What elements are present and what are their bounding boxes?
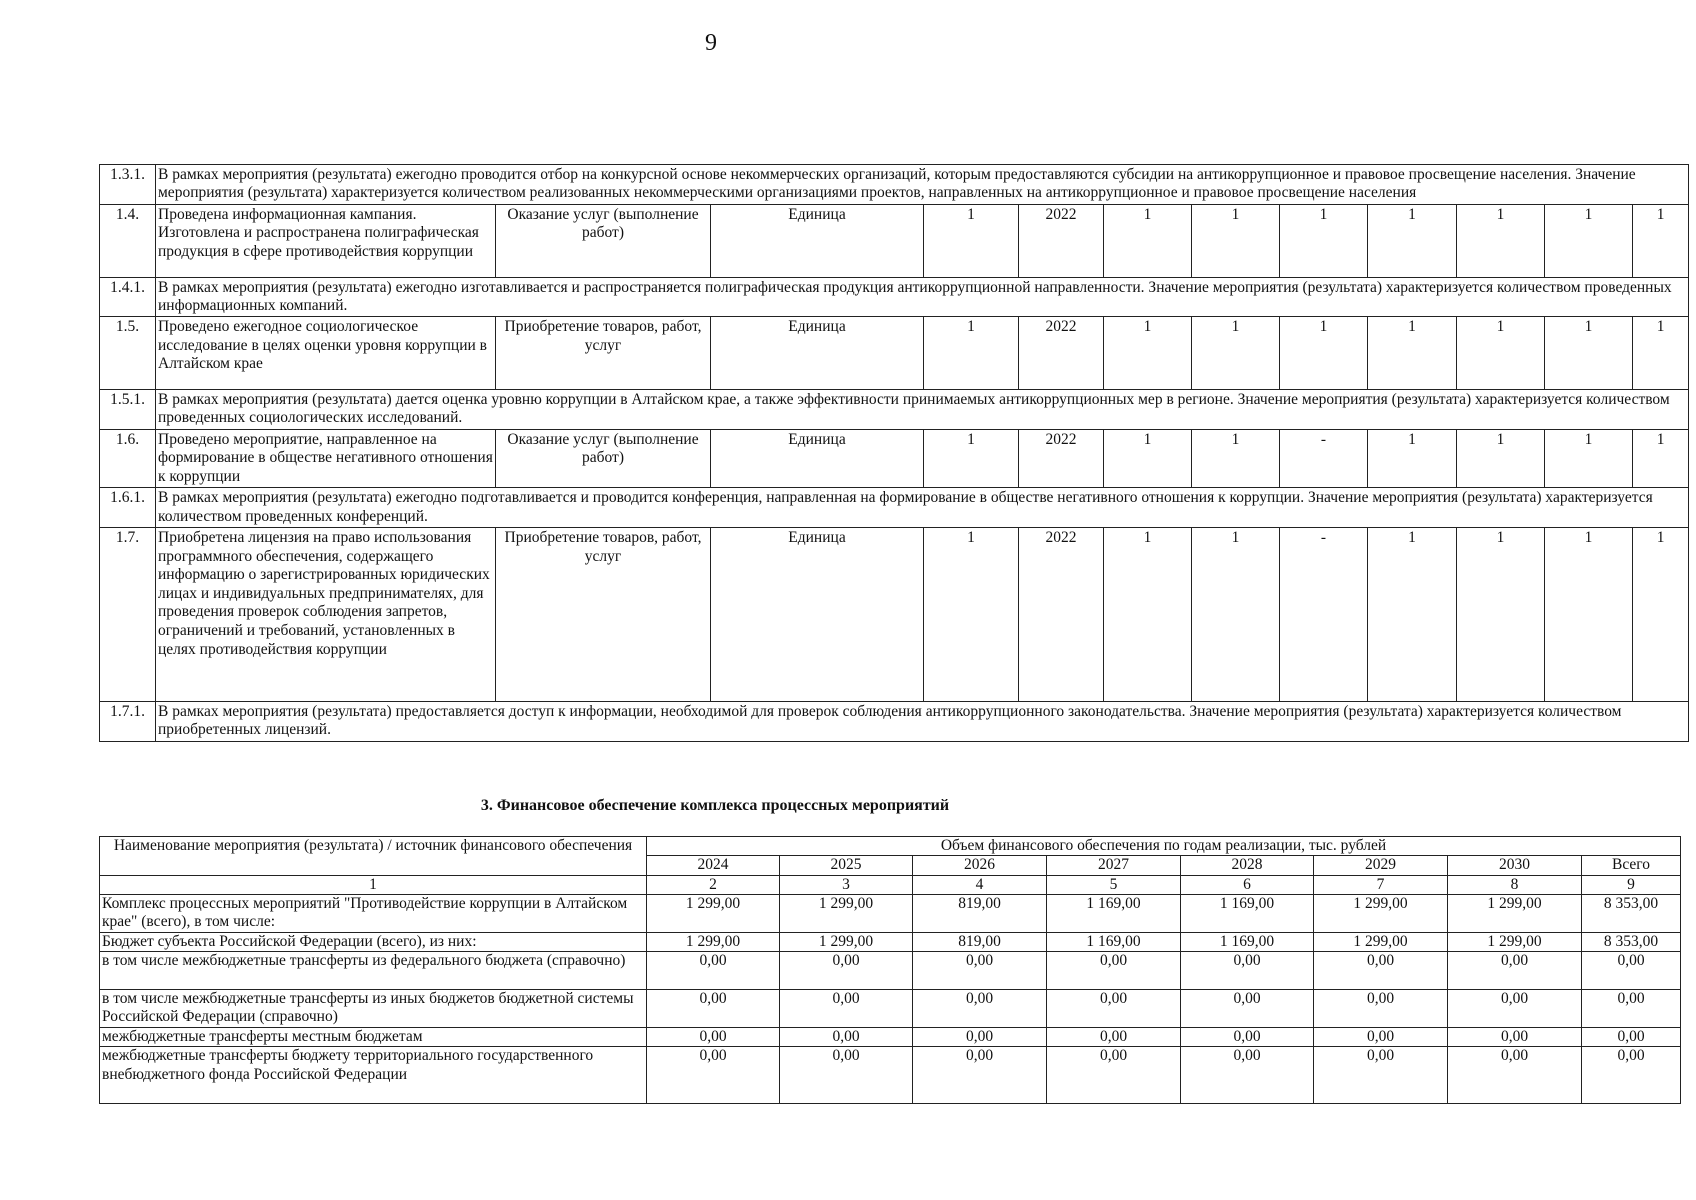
amount-cell: 0,00 (1582, 1028, 1681, 1047)
financing-row (100, 1028, 1681, 1047)
year-value: 1 (1368, 317, 1457, 390)
year-value: 1 (1192, 204, 1280, 277)
description-text: В рамках мероприятия (результата) ежегодно изготавливается и распространяется полиграфическая продукция антикоррупционной направленности. Значение мероприятия (результата) характеризуется количеством проведенных информационных компаний. (156, 277, 1689, 317)
amount-cell: 0,00 (1314, 1047, 1448, 1104)
year-value: - (1280, 429, 1368, 488)
base-value: 1 (924, 429, 1019, 488)
amount-cell: 0,00 (1047, 1028, 1181, 1047)
amount-cell: 1 169,00 (1047, 894, 1181, 932)
amount-cell: 0,00 (780, 952, 913, 990)
amount-cell: 0,00 (1448, 952, 1582, 990)
year-value: 1 (1280, 317, 1368, 390)
amount-cell: 0,00 (1314, 1028, 1448, 1047)
row-number: 1.3.1. (100, 165, 156, 205)
amount-cell: 1 299,00 (1448, 932, 1582, 951)
result-row (100, 528, 1689, 702)
year-value: 1 (1368, 528, 1457, 702)
result-kind: Приобретение товаров, работ, услуг (496, 528, 711, 702)
amount-cell: 0,00 (647, 1028, 780, 1047)
base-value: 1 (924, 317, 1019, 390)
financing-row (100, 894, 1681, 932)
row-number: 1.7. (100, 528, 156, 702)
year-value: 1 (1192, 317, 1280, 390)
year-value: 1 (1633, 317, 1689, 390)
row-number: 1.5.1. (100, 390, 156, 430)
row-number: 1.5. (100, 317, 156, 390)
row-number: 1.4. (100, 204, 156, 277)
amount-cell: 0,00 (1181, 1047, 1314, 1104)
amount-cell: 0,00 (647, 990, 780, 1028)
amount-cell: 8 353,00 (1582, 894, 1681, 932)
year-value: 1 (1633, 429, 1689, 488)
year-value: 1 (1104, 429, 1192, 488)
year-header: 2026 (913, 856, 1047, 875)
amount-cell: 0,00 (1314, 990, 1448, 1028)
year-value: 1 (1457, 204, 1545, 277)
year-header: 2029 (1314, 856, 1448, 875)
amount-cell: 0,00 (913, 1047, 1047, 1104)
amount-cell: 1 169,00 (1181, 932, 1314, 951)
amount-cell: 819,00 (913, 894, 1047, 932)
source-name: в том числе межбюджетные трансферты из федерального бюджета (справочно) (100, 952, 647, 990)
unit: Единица (711, 204, 924, 277)
header-volume-cell: Объем финансового обеспечения по годам реализации, тыс. рублей (647, 837, 1681, 856)
source-name: межбюджетные трансферты местным бюджетам (100, 1028, 647, 1047)
year-header: 2030 (1448, 856, 1582, 875)
amount-cell: 0,00 (780, 1028, 913, 1047)
column-index: 4 (913, 875, 1047, 894)
year-value: - (1280, 528, 1368, 702)
year-value: 1 (1545, 528, 1633, 702)
base-year: 2022 (1019, 429, 1104, 488)
description-row (100, 702, 1689, 742)
amount-cell: 0,00 (1181, 990, 1314, 1028)
amount-cell: 1 299,00 (1314, 894, 1448, 932)
year-value: 1 (1457, 429, 1545, 488)
amount-cell: 0,00 (1047, 990, 1181, 1028)
amount-cell: 1 299,00 (647, 932, 780, 951)
description-row (100, 488, 1689, 528)
amount-cell: 1 299,00 (780, 894, 913, 932)
amount-cell: 8 353,00 (1582, 932, 1681, 951)
year-value: 1 (1457, 317, 1545, 390)
year-value: 1 (1192, 528, 1280, 702)
year-value: 1 (1368, 429, 1457, 488)
column-index: 7 (1314, 875, 1448, 894)
year-header: 2024 (647, 856, 780, 875)
amount-cell: 0,00 (1582, 952, 1681, 990)
amount-cell: 1 299,00 (780, 932, 913, 951)
amount-cell: 1 169,00 (1047, 932, 1181, 951)
column-index: 2 (647, 875, 780, 894)
amount-cell: 819,00 (913, 932, 1047, 951)
column-index: 9 (1582, 875, 1681, 894)
amount-cell: 1 299,00 (647, 894, 780, 932)
unit: Единица (711, 429, 924, 488)
year-value: 1 (1104, 317, 1192, 390)
result-name: Проведено мероприятие, направленное на формирование в обществе негативного отношения к коррупции (156, 429, 496, 488)
financing-row (100, 990, 1681, 1028)
result-kind: Оказание услуг (выполнение работ) (496, 429, 711, 488)
column-index: 3 (780, 875, 913, 894)
column-index: 8 (1448, 875, 1582, 894)
year-header: 2027 (1047, 856, 1181, 875)
result-row (100, 429, 1689, 488)
amount-cell: 0,00 (913, 1028, 1047, 1047)
column-index: 5 (1047, 875, 1181, 894)
amount-cell: 0,00 (1181, 1028, 1314, 1047)
description-text: В рамках мероприятия (результата) ежегодно проводится отбор на конкурсной основе некоммерческих организаций, которым предоставляются субсидии на антикоррупционное и правовое просвещение населения. Значение мероприятия (результата) характеризуется количеством реализованных некоммерческими организациями проектов, направленных на антикоррупционное и правовое просвещение населения (156, 165, 1689, 205)
unit: Единица (711, 317, 924, 390)
description-text: В рамках мероприятия (результата) предоставляется доступ к информации, необходимой для проверок соблюдения антикоррупционного законодательства. Значение мероприятия (результата) характеризуется количеством приобретенных лицензий. (156, 702, 1689, 742)
year-header: Всего (1582, 856, 1681, 875)
financing-table (99, 836, 1681, 1104)
financing-row (100, 1047, 1681, 1104)
amount-cell: 1 169,00 (1181, 894, 1314, 932)
amount-cell: 0,00 (647, 1047, 780, 1104)
result-kind: Оказание услуг (выполнение работ) (496, 204, 711, 277)
year-header: 2028 (1181, 856, 1314, 875)
year-value: 1 (1633, 204, 1689, 277)
row-number: 1.6. (100, 429, 156, 488)
year-value: 1 (1545, 317, 1633, 390)
year-header: 2025 (780, 856, 913, 875)
amount-cell: 0,00 (1181, 952, 1314, 990)
source-name: межбюджетные трансферты бюджету территориального государственного внебюджетного фонда Российской Федерации (100, 1047, 647, 1104)
amount-cell: 0,00 (1314, 952, 1448, 990)
year-value: 1 (1192, 429, 1280, 488)
column-index: 1 (100, 875, 647, 894)
year-value: 1 (1104, 204, 1192, 277)
row-number: 1.7.1. (100, 702, 156, 742)
section-title: 3. Финансовое обеспечение комплекса процессных мероприятий (480, 797, 950, 814)
result-row (100, 204, 1689, 277)
financing-row (100, 952, 1681, 990)
result-name: Приобретена лицензия на право использования программного обеспечения, содержащего информацию о зарегистрированных юридических лицах и индивидуальных предпринимателях, для проведения проверок соблюдения запретов, ограничений и требований, установленных в целях противодействия коррупции (156, 528, 496, 702)
year-value: 1 (1633, 528, 1689, 702)
base-value: 1 (924, 528, 1019, 702)
amount-cell: 0,00 (647, 952, 780, 990)
amount-cell: 0,00 (1448, 1047, 1582, 1104)
year-value: 1 (1368, 204, 1457, 277)
column-index-row (100, 875, 1681, 894)
source-name: Комплекс процессных мероприятий "Противодействие коррупции в Алтайском крае" (всего), в том числе: (100, 894, 647, 932)
unit: Единица (711, 528, 924, 702)
result-name: Проведена информационная кампания. Изготовлена и распространена полиграфическая продукция в сфере противодействия коррупции (156, 204, 496, 277)
financing-row (100, 932, 1681, 951)
year-value: 1 (1457, 528, 1545, 702)
row-number: 1.6.1. (100, 488, 156, 528)
source-name: в том числе межбюджетные трансферты из иных бюджетов бюджетной системы Российской Федерации (справочно) (100, 990, 647, 1028)
result-row (100, 317, 1689, 390)
base-value: 1 (924, 204, 1019, 277)
year-value: 1 (1545, 204, 1633, 277)
year-value: 1 (1545, 429, 1633, 488)
page-number: 9 (705, 30, 717, 56)
result-name: Проведено ежегодное социологическое исследование в целях оценки уровня коррупции в Алтайском крае (156, 317, 496, 390)
year-value: 1 (1104, 528, 1192, 702)
header-name-cell: Наименование мероприятия (результата) / источник финансового обеспечения (100, 837, 647, 876)
description-text: В рамках мероприятия (результата) ежегодно подготавливается и проводится конференция, направленная на формирование в обществе негативного отношения к коррупции. Значение мероприятия (результата) характеризуется количеством проведенных конференций. (156, 488, 1689, 528)
description-row (100, 390, 1689, 430)
description-row (100, 165, 1689, 205)
amount-cell: 0,00 (1448, 990, 1582, 1028)
description-text: В рамках мероприятия (результата) дается оценка уровню коррупции в Алтайском крае, а также эффективности принимаемых антикоррупционных мер в регионе. Значение мероприятия (результата) характеризуется количеством проведенных социологических исследований. (156, 390, 1689, 430)
amount-cell: 0,00 (780, 1047, 913, 1104)
header-row (100, 837, 1681, 856)
amount-cell: 1 299,00 (1448, 894, 1582, 932)
amount-cell: 0,00 (780, 990, 913, 1028)
amount-cell: 0,00 (1582, 1047, 1681, 1104)
amount-cell: 0,00 (1582, 990, 1681, 1028)
amount-cell: 0,00 (1047, 1047, 1181, 1104)
amount-cell: 0,00 (913, 990, 1047, 1028)
amount-cell: 1 299,00 (1314, 932, 1448, 951)
base-year: 2022 (1019, 528, 1104, 702)
source-name: Бюджет субъекта Российской Федерации (всего), из них: (100, 932, 647, 951)
base-year: 2022 (1019, 204, 1104, 277)
results-table (99, 164, 1689, 742)
base-year: 2022 (1019, 317, 1104, 390)
amount-cell: 0,00 (1047, 952, 1181, 990)
result-kind: Приобретение товаров, работ, услуг (496, 317, 711, 390)
year-value: 1 (1280, 204, 1368, 277)
row-number: 1.4.1. (100, 277, 156, 317)
amount-cell: 0,00 (1448, 1028, 1582, 1047)
amount-cell: 0,00 (913, 952, 1047, 990)
column-index: 6 (1181, 875, 1314, 894)
description-row (100, 277, 1689, 317)
